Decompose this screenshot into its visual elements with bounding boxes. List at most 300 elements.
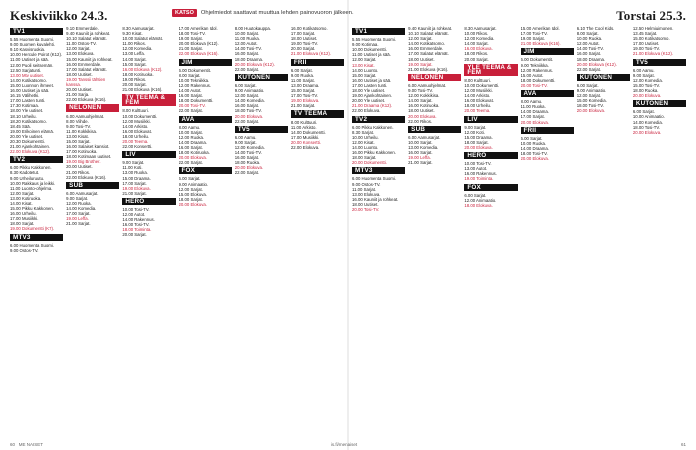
program-listing: 14.00 Tosi-TV. <box>234 46 262 52</box>
program-listing: 16.00 Sarjat. <box>408 150 433 156</box>
channel-header: TV TEEMA <box>291 110 344 117</box>
program-listing: 16.00 Elokuvat. <box>464 98 494 104</box>
left-column-4 <box>179 26 232 446</box>
left-day-title: Keskiviikko 24.3. <box>10 8 108 23</box>
program-listing: 18.00 Uutiset. <box>408 56 435 62</box>
channel-header: JIM <box>521 48 574 55</box>
program-listing: 10.00 Sarjat. <box>408 139 433 145</box>
channel-header: HERO <box>122 198 175 205</box>
program-listing: 18.00 Rikos. <box>464 51 489 57</box>
program-listing: 14.00 Sarjat. <box>464 41 489 47</box>
program-listing: 20.00 Yle uutiset. <box>10 133 44 139</box>
channel-header: TV2 <box>10 156 63 163</box>
program-listing: 19.00 Big Brother. <box>66 159 101 165</box>
program-listing: 20.00 Sarjat. <box>122 82 147 88</box>
program-listing: 20.00 Elokuva. <box>520 156 549 162</box>
program-listing: 16.00 Rakennus. <box>464 171 497 177</box>
program-listing: 19.00 Dokumentti (K7). <box>10 226 55 232</box>
program-listing: 12.00 Komedia. <box>122 46 153 52</box>
program-listing: 20.00 Elokuva. <box>408 113 437 119</box>
program-listing: 15.00 Draama. <box>464 134 493 140</box>
program-listing: 6.00 Aamu. <box>234 134 257 140</box>
channel-header: MTV3 <box>352 167 405 174</box>
channel-header: MTV3 <box>10 234 63 241</box>
program-listing: 18.10 Urheilu. <box>10 113 37 119</box>
program-listing: 11.00 Sarjat. <box>352 186 377 192</box>
program-listing: 20.00 Dokumentti. <box>352 160 387 166</box>
program-listing: 14.00 Kotikatsomo. <box>408 41 445 47</box>
program-listing: 6.00 Huomenta Suomi. <box>352 176 396 182</box>
program-listing: 17.00 Musiikki. <box>290 134 320 140</box>
program-listing: 6.00 Sarjat. <box>234 82 257 88</box>
channel-header: KUTONEN <box>633 100 686 107</box>
program-listing: 12.00 Autot. <box>122 212 146 218</box>
right-column-5 <box>577 26 630 446</box>
program-listing: 14.00 Kisat. <box>10 201 33 206</box>
program-listing: 16.00 Emmerdale. <box>408 46 444 52</box>
channel-header: TV TEEMA & FEM <box>122 94 175 106</box>
program-listing: 18.00 Uutiset. <box>352 201 379 207</box>
program-listing: 20.30 Dokumentti. <box>10 138 45 144</box>
program-listing: 17.00 Lasten tunti. <box>10 98 46 104</box>
program-listing: 22.00 Elokuva (K16). <box>66 97 107 103</box>
program-listing: 18.00 Sarjat. <box>464 139 489 145</box>
left-page-number: 60 <box>10 442 16 447</box>
program-listing: 17.30 Kotimaa. <box>10 103 39 109</box>
program-listing: 14.00 Tosi-TV. <box>234 150 262 156</box>
program-listing: 9.00 Tosi-TV. <box>408 88 434 94</box>
left-column-3 <box>122 26 175 446</box>
program-listing: 11.00 Kokkikisa. <box>66 128 98 134</box>
program-listing: 14.00 Komedia. <box>632 119 663 125</box>
program-listing: 12.00 Sarjat. <box>408 36 433 42</box>
program-listing: 10.00 Animaatio. <box>632 114 665 120</box>
program-listing: 12.00 Kokkikisa. <box>408 93 440 99</box>
program-listing: 20.00 Tosi-TV. <box>520 82 548 88</box>
program-listing: 8.00 Sarjat. <box>178 72 201 78</box>
program-listing: 16.00 Uutiset ja sää. <box>352 77 392 83</box>
program-listing: 15.00 Autot. <box>520 72 544 78</box>
program-listing: 12.00 Sarjat. <box>178 186 203 192</box>
program-listing: 21.00 Rikos. <box>66 169 91 175</box>
program-listing: 12.50 Sarjatunti. <box>10 67 42 73</box>
program-listing: 18.00 Tosi-TV. <box>234 108 262 114</box>
program-listing: 22.00 Sarjat. <box>576 66 602 72</box>
program-listing: 18.00 Tosi-TV. <box>520 150 548 156</box>
program-listing: 16.00 Salaiset kansiot. <box>66 144 110 150</box>
program-listing: 10.00 Tosi-TV. <box>464 161 492 167</box>
program-listing: 18.00 Ruoka. <box>632 88 659 94</box>
program-listing: 9.00 Animaatio. <box>178 181 209 187</box>
program-listing: 19.00 Tosi-TV. <box>632 46 661 52</box>
program-listing: 15.00 Luonnon ihmeet. <box>10 82 54 88</box>
program-listing: 8.30 Kadotetut. <box>10 170 40 176</box>
program-listing: 9.00 Sarjat. <box>632 72 655 78</box>
program-listing: 15.00 Sarjat. <box>66 138 91 144</box>
channel-header: SUB <box>66 182 119 189</box>
channel-header: FOX <box>179 167 232 174</box>
program-listing: 9.00 Suomen kuvalehti. <box>10 42 55 48</box>
program-listing: 10.00 Salatut elämät. <box>122 36 163 42</box>
channel-header: FRII <box>291 59 344 66</box>
program-listing: 19.00 Elokuva. <box>290 98 320 104</box>
program-listing: 22.00 Elokuva (K12). <box>10 149 51 155</box>
program-listing: 12.00 Komedia. <box>464 36 495 42</box>
program-listing: 17.00 Sarjat. <box>290 31 316 37</box>
program-listing: 9.40 Kauniit ja rohkeat. <box>66 31 111 37</box>
program-listing: 13.00 Ruoka. <box>122 170 148 176</box>
channel-header: TV5 <box>633 59 686 66</box>
program-listing: 10.00 Sarjat. <box>234 31 260 37</box>
program-listing: 9.40 Kauniit ja rohkeat. <box>408 26 453 31</box>
program-listing: 20.00 Tosi-TV. <box>352 207 380 212</box>
program-listing: 9.00 Sarjat. <box>122 160 145 166</box>
program-listing: 21.00 Sarjat. <box>66 221 91 227</box>
right-footer <box>681 442 686 447</box>
program-listing: 20.00 Elokuva. <box>178 201 207 207</box>
program-listing: 14.00 Sarjat. <box>408 98 433 104</box>
program-listing: 15.00 Draama. <box>122 175 151 181</box>
program-listing: 19.00 Toiminta. <box>464 176 494 182</box>
program-listing: 20.00 Elokuva. <box>632 93 662 99</box>
program-listing: 11.00 Ruoka. <box>234 36 260 42</box>
program-listing: 19.00 Tanssii tähtien kanssa. <box>66 76 106 88</box>
program-listing: 20.00 Konsertti. <box>290 139 321 145</box>
program-listing: 6.00 Aamusarjat. <box>66 190 99 196</box>
program-listing: 18.00 Dokumentti. <box>520 77 556 83</box>
program-listing: 19.00 Sarjat. <box>520 36 545 42</box>
program-listing: 14.00 Autot. <box>178 88 202 94</box>
program-listing: 22.00 Sarjat. <box>178 108 203 114</box>
program-listing: 16.00 Elokuva. <box>464 46 493 52</box>
program-listing: 8.30 Aamusarjat. <box>122 26 155 31</box>
program-listing: 10.00 Rikos. <box>464 31 489 37</box>
program-listing: 18.00 Draama. <box>576 56 606 62</box>
program-listing: 12.00 Sarjat. <box>66 46 91 52</box>
program-listing: 11.00 Sarjat. <box>290 77 315 83</box>
program-listing: 18.45 Sää. <box>10 123 31 129</box>
program-listing: 17.00 Lasten tunti. <box>352 82 388 88</box>
program-listing: 13.00 Elokuva. <box>66 51 95 57</box>
program-listing: 9.00 Sarjat. <box>66 195 89 201</box>
program-listing: 8.00 Kulttuuri. <box>464 77 491 83</box>
program-listing: 14.00 Draama. <box>520 145 549 151</box>
program-listing: 6.00 Sarjat. <box>290 67 313 73</box>
channel-header: JIM <box>179 59 232 66</box>
program-listing: 21.00 Elokuva (K16). <box>408 66 449 72</box>
program-listing: 21.00 Sarja. <box>66 92 90 98</box>
program-listing: 6.00 Aamuohjelmat. <box>66 113 105 119</box>
program-listing: 15.00 Pikku Kakkonen. <box>10 206 54 212</box>
program-listing: 10.00 Hercule Poirot (K12). <box>10 52 63 58</box>
program-listing: 11.00 Luonto-ohjelma. <box>10 185 53 191</box>
program-listing: 18.00 Elokuva. <box>464 202 493 208</box>
program-listing: 18.00 Tosi-TV. <box>178 31 206 37</box>
program-listing: 16.00 Sarjat. <box>178 144 203 150</box>
program-listing: 10.00 Tosi-TV. <box>122 207 150 212</box>
program-listing: 19.00 Sarjat. <box>178 36 203 42</box>
program-listing: 10.00 Ruoka. <box>520 140 547 146</box>
program-listing: 8.00 Aamu. <box>520 99 543 105</box>
channel-header: KUTONEN <box>577 74 630 81</box>
program-listing: 22.00 Sarjat. <box>234 118 260 124</box>
program-listing: 18.00 Yle uutiset. <box>352 88 386 94</box>
program-listing: 18.20 Kotikatsomo. <box>10 118 47 124</box>
program-listing: 8.00 Kulttuuri. <box>122 108 149 114</box>
program-listing: 9.10 Kasvisruokia. <box>10 47 46 53</box>
channel-header: LIV <box>122 151 175 158</box>
program-listing: 16.00 Kotikatsomo. <box>290 26 328 31</box>
program-listing: 20.00 Sarjat. <box>290 46 316 52</box>
program-listing: 20.00 Elokuva. <box>178 155 207 161</box>
program-listing: 22.00 Elokuva (K16). <box>66 174 107 180</box>
program-listing: 6.00 Sarjat. <box>464 192 487 198</box>
program-listing: 16.00 Kotiruoka. <box>408 103 440 109</box>
program-listing: 15.00 Amerikan Idol. <box>520 26 560 31</box>
program-listing: 11.00 Rikos. <box>122 41 146 47</box>
program-listing: 6.00 Pikku Kakkonen. <box>352 124 394 130</box>
program-listing: 14.00 Draama. <box>520 109 549 115</box>
program-listing: 10.00 Rakkaus ja leikki. <box>10 180 56 186</box>
program-listing: 22.00 Sarjat. <box>178 160 203 166</box>
program-listing: 18.00 Kotiruoka. <box>122 71 154 77</box>
program-listing: 9.00 Kotimaa. <box>352 42 379 48</box>
program-listing: 9.30 Kisat. <box>122 31 143 37</box>
program-listing: 16.00 Pikku Kakkonen. <box>352 150 396 156</box>
program-listing: 19.00 Ajankohtainen. <box>352 93 393 99</box>
program-listing: 18.00 Uutiset. <box>66 71 93 77</box>
left-listings <box>10 26 344 446</box>
program-listing: 10.00 Dokumentti. <box>464 82 500 88</box>
program-listing: 13.00 Kotiruoka. <box>10 195 42 201</box>
program-listing: 13.00 Komedia. <box>408 144 439 150</box>
program-listing: 17.00 Uutiset. <box>632 41 660 47</box>
program-listing: 22.00 Konsertti. <box>122 144 153 150</box>
program-listing: 10.10 Salatut elämät. <box>408 31 449 37</box>
program-listing: 22.00 Elokuva. <box>290 144 320 150</box>
program-listing: 16.00 Tosi-TV. <box>122 222 150 228</box>
program-listing: 12.00 Ruoka. <box>66 201 92 206</box>
notice-badge: KATSO <box>172 9 197 17</box>
program-listing: 14.00 Luonto. <box>352 144 379 150</box>
channel-header: SUB <box>408 126 461 133</box>
program-listing: 22.00 Rikos. <box>408 118 433 124</box>
program-listing: 14.00 Kotikatsomo. <box>10 77 47 83</box>
program-listing: 8.00 Aamu. <box>178 124 201 130</box>
program-listing: 10.00 Ruoka. <box>576 36 603 42</box>
program-listing: 16.00 Sarjat. <box>576 51 602 57</box>
program-listing: 17.00 Amerikan Idol. <box>178 26 218 31</box>
program-listing: 20.00 Uutiset. <box>66 164 93 170</box>
program-listing: 14.00 Draama. <box>178 139 207 145</box>
channel-header: FRII <box>521 127 574 134</box>
program-listing: 21.00 Sarjat. <box>408 160 433 166</box>
channel-header: TV2 <box>352 116 405 123</box>
program-listing: 6.10 The Cool Kids. <box>576 26 615 31</box>
program-listing: 20.00 Yle uutiset. <box>352 98 386 104</box>
program-listing: 16.00 Uutiset ja sää. <box>10 88 50 94</box>
notice-text: Ohjelmiedot saattavat muuttua lehden painovuoron jälkeen. <box>200 9 354 16</box>
program-listing: 18.00 Ruoka. <box>234 160 261 166</box>
program-listing: 12.00 Sarjat. <box>352 57 377 63</box>
program-listing: 18.00 Kotimaan uutiset. <box>66 154 112 160</box>
program-listing: 19.00 Rikos. <box>122 76 147 82</box>
program-listing: 17.00 Tosi-TV. <box>290 93 319 99</box>
program-listing: 16.00 Kauniit ja rohkeat. <box>352 196 399 202</box>
site-url: is.fi/menaiset <box>330 442 358 447</box>
program-listing: 19.00 Tosi-TV. <box>290 41 319 47</box>
program-listing: 18.00 Yle uutiset. <box>10 108 44 114</box>
program-listing: 9.00 Sarjat. <box>464 124 487 130</box>
program-listing: 18.00 Uutiset. <box>290 36 318 42</box>
program-listing: 9.00 Animaatio. <box>234 88 265 94</box>
program-listing: 10.00 Sarjat. <box>178 129 203 135</box>
program-listing: 19.00 Erikoinen elämä. <box>10 128 54 134</box>
program-listing: 11.00 Uutiset ja sää. <box>352 52 391 58</box>
program-listing: 6.00 Aamusarjat. <box>408 134 441 140</box>
channel-header: LIV <box>464 116 517 123</box>
program-listing: 6.00 Pikku Kakkonen. <box>10 165 52 171</box>
right-column-3 <box>464 26 517 446</box>
channel-header: FOX <box>464 184 517 191</box>
program-listing: 20.00 Teema. <box>464 108 491 114</box>
program-listing: 12.50 Helmiuimonen. <box>632 26 674 31</box>
program-listing: 20.00 Elokuva (K12). <box>234 61 275 67</box>
program-listing: 6.00 Huomenta Suomi. <box>10 242 54 248</box>
program-listing: 10.00 Dokumentti. <box>122 113 158 119</box>
program-listing: 17.00 Salatut elämät. <box>408 51 449 57</box>
program-listing: 19.00 Elokuva. <box>122 185 151 191</box>
program-listing: 12.00 Musiikki. <box>464 88 493 94</box>
program-listing: 12.00 Rakennus. <box>520 67 554 73</box>
channel-header: NELONEN <box>408 74 461 81</box>
program-listing: 18.00 Urheilu. <box>464 103 492 109</box>
program-listing: 11.00 Uutiset ja sää. <box>10 57 49 63</box>
program-listing: 21.00 Elokuva (K12). <box>290 51 331 57</box>
program-listing: 11.00 Koti. <box>122 165 143 171</box>
right-column-2 <box>408 26 461 446</box>
right-column-1 <box>352 26 405 446</box>
right-page <box>330 0 696 450</box>
program-listing: 12.00 Komedia. <box>234 144 265 150</box>
program-listing: 15.00 Sarjat. <box>352 72 377 78</box>
program-listing: 10.10 Salatut elämät. <box>66 36 107 42</box>
program-listing: 13.00 Draama. <box>290 82 320 88</box>
channel-header: YLE TEEMA & FEM <box>464 64 517 76</box>
notice-banner <box>172 6 358 19</box>
left-column-6 <box>291 26 344 446</box>
program-listing: 18.00 Sarjat. <box>178 196 203 202</box>
program-listing: 14.00 Komedia. <box>234 98 265 104</box>
program-listing: 12.00 Komedia. <box>632 77 663 83</box>
program-listing: 12.00 Koti. <box>464 129 485 135</box>
program-listing: 22.00 Elokuva. <box>352 108 381 114</box>
program-listing: 12.00 Sarjat. <box>576 93 602 99</box>
channel-header: AVA <box>521 90 574 97</box>
channel-header: TV1 <box>352 28 405 35</box>
program-listing: 8.30 Aamusarjat. <box>464 26 497 31</box>
program-listing: 20.00 Elokuva (K12). <box>576 61 617 67</box>
program-listing: 6.00 Dokumentit. <box>178 67 211 73</box>
program-listing: 9.00 Tekniikka. <box>520 62 549 68</box>
program-listing: 12.00 Sarjat. <box>10 190 35 196</box>
program-listing: 5.55 Huomenta Suomi. <box>10 37 54 43</box>
program-listing: 18.00 Sarjat. <box>10 221 35 227</box>
program-listing: 5.55 Huomenta Suomi. <box>352 37 396 43</box>
program-listing: 12.00 Kisat. <box>352 139 375 145</box>
program-listing: 20.00 Elokuva. <box>576 108 606 114</box>
program-listing: 11.00 Ruoka. <box>520 104 546 110</box>
program-listing: 16.00 Elokuva (K12). <box>122 66 163 72</box>
left-footer <box>10 442 43 447</box>
program-listing: 6.00 Sarjat. <box>632 109 655 115</box>
program-listing: 16.00 Elokuvat. <box>122 128 152 134</box>
right-day-header <box>352 8 686 26</box>
program-listing: 20.00 Elokuva. <box>234 165 264 171</box>
program-listing: 20.00 Elokuva. <box>520 119 549 125</box>
program-listing: 6.00 Aamuohjelmat. <box>408 82 447 88</box>
channel-header: HERO <box>464 152 517 159</box>
program-listing: 16.00 Sarjat. <box>234 103 260 109</box>
program-listing: 21.00 Sarjat. <box>122 190 147 196</box>
program-listing: 18.00 Uutiset. <box>408 108 435 114</box>
channel-header: NELONEN <box>66 104 119 111</box>
program-listing: 13.00 Elokuva. <box>352 191 381 197</box>
program-listing: 18.00 Tosi-TV. <box>632 124 661 130</box>
program-listing: 9.10 Emmerdale. <box>66 26 99 31</box>
program-listing: 16.00 Emmerdale. <box>66 61 102 67</box>
program-listing: 14.00 Dokumentti. <box>290 129 326 135</box>
channel-header: KUTONEN <box>235 74 288 81</box>
program-listing: 18.00 Dokumentti. <box>178 98 214 104</box>
left-column-1 <box>10 26 63 446</box>
program-listing: 18.00 Urheilu. <box>122 133 150 139</box>
magazine-name: ME NAISET <box>18 442 44 447</box>
program-listing: 8.00 Viihde. <box>66 118 89 124</box>
program-listing: 12.00 Animaatio. <box>464 197 497 203</box>
program-listing: 9.00 Urheiluruutu. <box>10 175 45 181</box>
program-listing: 8.00 Sarjat. <box>576 31 599 37</box>
program-listing: 6.00 Aamu. <box>632 67 655 73</box>
program-listing: 17.00 Sarjat. <box>122 180 147 186</box>
program-listing: 19.00 Sarjat. <box>408 61 433 67</box>
program-listing: 13.00 Kisat. <box>352 62 375 68</box>
program-listing: 19.00 Leffa. <box>408 155 431 161</box>
program-listing: 14.00 Luonto. <box>352 67 379 73</box>
program-listing: 15.00 Kauniit ja rohkeat. <box>66 56 113 62</box>
program-listing: 8.00 Huutokauppa. <box>234 26 272 31</box>
program-listing: 9.00 Animaatio. <box>576 88 607 94</box>
program-listing: 21.00 Elokuva (K16). <box>122 87 163 93</box>
program-listing: 20.00 Sarjat. <box>464 56 489 62</box>
program-listing: 17.00 Tosi-TV. <box>520 31 548 37</box>
program-listing: 18.00 Sarjat. <box>352 155 377 161</box>
program-listing: 16.00 Urheilu. <box>10 211 37 217</box>
program-listing: 22.00 Elokuva (K16). <box>178 51 219 57</box>
program-listing: 13.00 Mtv uutiset. <box>10 72 44 78</box>
right-column-6 <box>633 26 686 446</box>
program-listing: 9.00 Ruoka. <box>290 72 315 78</box>
program-listing: 15.00 Elokuva. <box>178 191 207 197</box>
program-listing: 15.00 Komedia. <box>576 98 607 104</box>
program-listing: 12.00 Autot. <box>576 41 600 47</box>
left-column-5 <box>235 26 288 446</box>
right-column-4 <box>521 26 574 446</box>
program-listing: 8.30 Sarjat. <box>352 129 374 135</box>
program-listing: 21.00 Sarjat. <box>290 103 316 109</box>
program-listing: 10.00 Tekniikka. <box>178 77 210 83</box>
program-listing: 17.00 Sarjat. <box>66 211 91 217</box>
